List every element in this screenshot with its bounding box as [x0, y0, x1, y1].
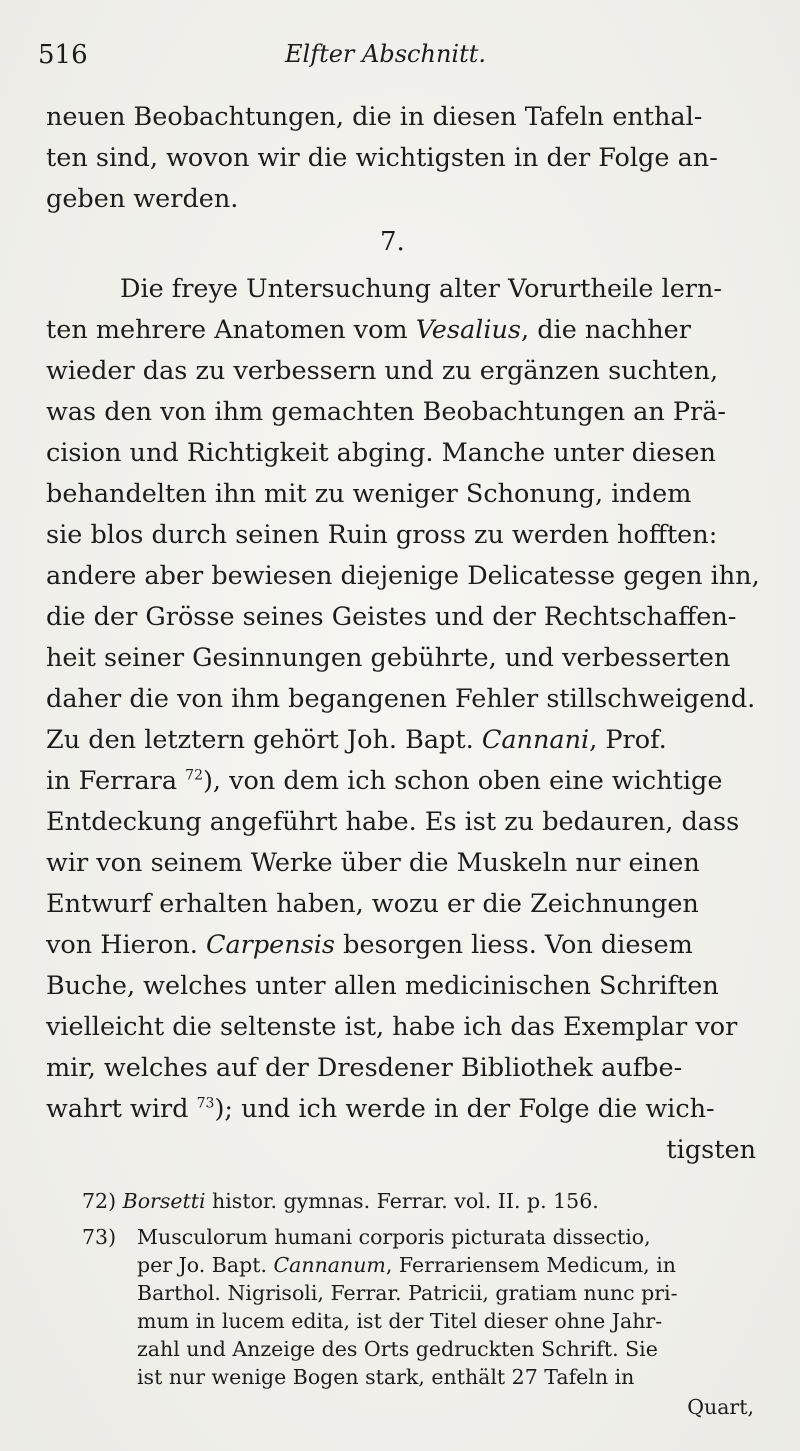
text-line: wir von seinem Werke über die Muskeln nur einen [46, 848, 700, 878]
footnote-72: 72) Borsetti histor. gymnas. Ferrar. vol. II. p. 156. [82, 1189, 599, 1213]
footnote-line: per Jo. Bapt. Cannanum, Ferrariensem Medicum, in [137, 1253, 676, 1277]
text-line: wieder das zu verbessern und zu ergänzen suchten, [46, 356, 719, 386]
text-line: ten mehrere Anatomen vom Vesalius, die nachher [46, 315, 691, 345]
text-line: Entwurf erhalten haben, wozu er die Zeichnungen [46, 889, 699, 919]
text-line: wahrt wird $^{73}$); und ich werde in der Folge die wich- [46, 1094, 715, 1124]
person-name-vesalius: Vesalius [415, 315, 521, 345]
text-line: Entdeckung angeführt habe. Es ist zu bedauren, dass [46, 807, 740, 837]
running-title: Elfter Abschnitt. [285, 40, 486, 68]
text-line: Buche, welches unter allen medicinischen Schriften [46, 971, 719, 1001]
text-line: behandelten ihn mit zu weniger Schonung, indem [46, 479, 692, 509]
author-name: Borsetti [122, 1189, 206, 1213]
person-name-cannanum: Cannanum [273, 1253, 386, 1277]
text-line: vielleicht die seltenste ist, habe ich das Exemplar vor [46, 1012, 738, 1042]
footnote-line: Barthol. Nigrisoli, Ferrar. Patricii, gratiam nunc pri- [137, 1281, 678, 1305]
footnote-number: 73) [82, 1225, 117, 1249]
footnote-line: ist nur wenige Bogen stark, enthält 27 Tafeln in [137, 1365, 635, 1389]
text-line: Zu den letztern gehört Joh. Bapt. Cannani, Prof. [46, 725, 667, 755]
footnote-line: Musculorum humani corporis picturata dissectio, [137, 1225, 651, 1249]
person-name-cannani: Cannani [481, 725, 590, 755]
footnote-line: mum in lucem edita, ist der Titel dieser ohne Jahr- [137, 1309, 663, 1333]
catchword: tigsten [666, 1135, 756, 1165]
text-line: neuen Beobachtungen, die in diesen Tafeln enthal- [46, 102, 703, 132]
text-line: mir, welches auf der Dresdener Bibliothek aufbe- [46, 1053, 683, 1083]
text-line: andere aber bewiesen diejenige Delicatesse gegen ihn, [46, 561, 760, 591]
text-line: cision und Richtigkeit abging. Manche unter diesen [46, 438, 716, 468]
footnote-ref-72: 72 [185, 767, 203, 784]
person-name-carpensis: Carpensis [205, 930, 336, 960]
footnote-ref-73: 73 [196, 1095, 215, 1112]
text-line: daher die von ihm begangenen Fehler stillschweigend. [46, 684, 756, 714]
section-number: 7. [380, 227, 405, 257]
page-number: 516 [38, 40, 88, 70]
text-line: von Hieron. Carpensis besorgen liess. Von diesem [46, 930, 693, 960]
footnote-catchword: Quart, [687, 1395, 754, 1419]
footnote-number: 72) [82, 1189, 117, 1213]
text-line: Die freye Untersuchung alter Vorurtheile lern- [120, 274, 723, 304]
text-line: ten sind, wovon wir die wichtigsten in der Folge an- [46, 143, 718, 173]
text-line: geben werden. [46, 184, 239, 214]
text-line: was den von ihm gemachten Beobachtungen an Prä- [46, 397, 727, 427]
page-header [0, 36, 800, 76]
text-line: sie blos durch seinen Ruin gross zu werden hofften: [46, 520, 718, 550]
text-line: heit seiner Gesinnungen gebührte, und verbesserten [46, 643, 731, 673]
text-line: in Ferrara $^{72}$), von dem ich schon oben eine wichtige [46, 766, 723, 796]
footnote-line: zahl und Anzeige des Orts gedruckten Schrift. Sie [137, 1337, 658, 1361]
text-line: die der Grösse seines Geistes und der Rechtschaffen- [46, 602, 737, 632]
